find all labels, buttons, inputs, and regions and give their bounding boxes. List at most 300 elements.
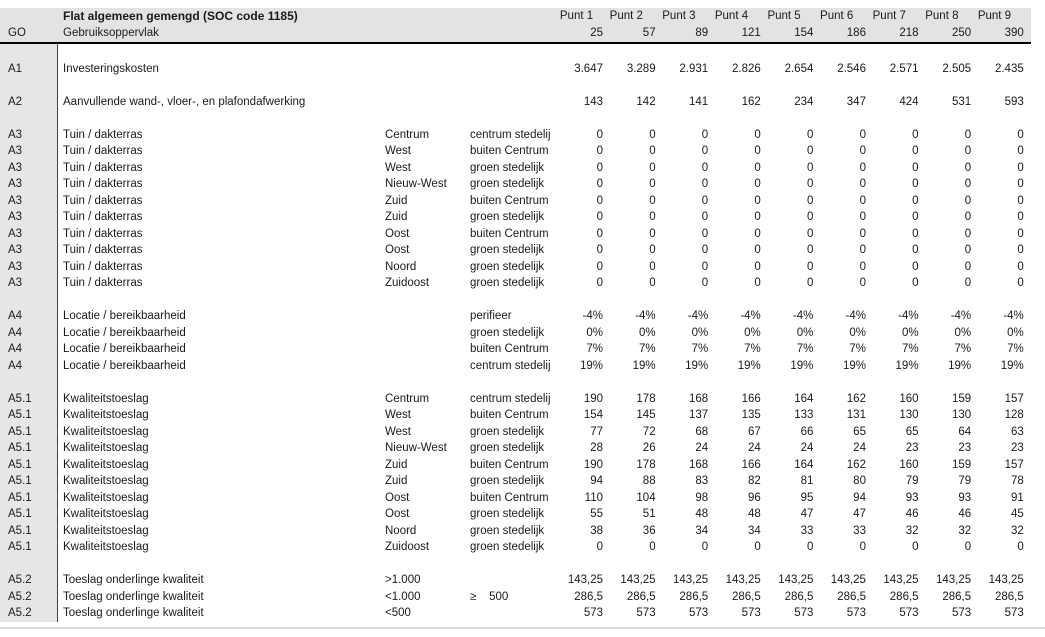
cell-district[interactable]: Zuid	[385, 194, 408, 207]
cell-value[interactable]: 573	[636, 607, 656, 619]
cell-area[interactable]: buiten Centrum	[470, 343, 549, 355]
cell-value[interactable]: 128	[1004, 409, 1024, 421]
cell-value[interactable]: 145	[636, 409, 656, 421]
cell-district[interactable]	[385, 94, 470, 111]
cell-description[interactable]: Kwaliteitstoeslag	[63, 491, 149, 504]
cell-value[interactable]: 0	[806, 277, 814, 289]
cell-description[interactable]: Kwaliteitstoeslag	[63, 508, 149, 520]
cell-value[interactable]: 0	[596, 541, 603, 553]
cell-value[interactable]: 0	[859, 227, 866, 240]
cell-value[interactable]: 0	[754, 194, 761, 207]
cell-value[interactable]: 0	[649, 244, 656, 256]
cell-value[interactable]: 0	[649, 541, 656, 553]
cell-value[interactable]: 7%	[586, 343, 603, 355]
cell-go-code[interactable]: A3	[0, 176, 58, 193]
cell-go-code[interactable]: A3	[0, 226, 58, 243]
cell-value[interactable]: 65	[853, 425, 866, 438]
cell-value[interactable]: 34	[695, 524, 709, 537]
cell-value[interactable]: 96	[747, 491, 761, 504]
cell-value[interactable]: 0	[701, 145, 709, 157]
cell-district[interactable]	[385, 308, 470, 325]
cell-value[interactable]: 0	[912, 277, 919, 289]
cell-value[interactable]: 3.647	[574, 62, 603, 75]
cell-value[interactable]: 0	[1017, 211, 1024, 223]
cell-value[interactable]: 0	[596, 178, 603, 190]
cell-go-code[interactable]: A5.1	[0, 407, 58, 424]
cell-value[interactable]: 573	[794, 607, 814, 619]
cell-area[interactable]: groen stedelijk	[470, 277, 545, 289]
cell-description[interactable]: Tuin / dakterras	[63, 244, 143, 256]
cell-value[interactable]: 0	[806, 194, 814, 207]
cell-value[interactable]: 0	[912, 145, 919, 157]
cell-value[interactable]: 0	[754, 128, 761, 141]
cell-value[interactable]: 159	[951, 458, 972, 471]
cell-value[interactable]: 0%	[744, 326, 761, 339]
cell-value[interactable]: 0	[1017, 194, 1024, 207]
cell-value[interactable]: 0	[649, 277, 656, 289]
cell-value[interactable]: 135	[741, 409, 761, 421]
cell-area[interactable]: groen stedelijk	[470, 475, 545, 487]
cell-value[interactable]: 286,5	[732, 590, 761, 603]
punt-header[interactable]: Punt 6	[820, 10, 854, 22]
cell-area[interactable]: ≥ 500	[470, 590, 509, 603]
cell-value[interactable]: 286,5	[889, 590, 919, 603]
cell-value[interactable]: 0%	[586, 326, 603, 339]
cell-district[interactable]: <500	[385, 607, 411, 619]
cell-value[interactable]: 593	[1004, 95, 1024, 108]
cell-value[interactable]: 160	[899, 458, 919, 471]
cell-value[interactable]: 81	[800, 475, 814, 487]
cell-value[interactable]: 0	[754, 227, 761, 240]
cell-value[interactable]: 2.654	[784, 62, 814, 75]
cell-value[interactable]: 0	[964, 211, 972, 223]
go-value[interactable]: 25	[590, 27, 603, 39]
cell-value[interactable]: 0	[964, 244, 972, 256]
cell-value[interactable]: 32	[958, 524, 972, 537]
cell-district[interactable]: Zuid	[385, 211, 408, 223]
cell-value[interactable]: 0	[754, 277, 761, 289]
cell-value[interactable]: 347	[846, 95, 866, 108]
cell-value[interactable]: 0	[806, 161, 814, 174]
cell-value[interactable]: 82	[747, 475, 761, 487]
cell-value[interactable]: 286,5	[837, 590, 866, 603]
cell-value[interactable]: 26	[642, 442, 656, 454]
cell-value[interactable]: 143,25	[883, 574, 919, 586]
cell-value[interactable]: 0	[806, 244, 814, 256]
cell-district[interactable]: Centrum	[385, 392, 430, 405]
cell-value[interactable]: 88	[642, 475, 656, 487]
cell-value[interactable]: 0	[754, 161, 761, 174]
cell-value[interactable]: 143,25	[830, 574, 866, 586]
cell-value[interactable]: 78	[1010, 475, 1024, 487]
cell-value[interactable]: 0	[754, 178, 761, 190]
cell-go-code[interactable]: A3	[0, 275, 58, 292]
cell-value[interactable]: 0%	[691, 326, 709, 339]
cell-value[interactable]: 286,5	[994, 590, 1024, 603]
cell-go-code[interactable]: A3	[0, 160, 58, 177]
cell-value[interactable]: -4%	[898, 310, 919, 322]
cell-value[interactable]: 0%	[901, 326, 919, 339]
cell-area[interactable]: groen stedelijk	[470, 425, 545, 438]
cell-value[interactable]: 0	[701, 277, 709, 289]
cell-value[interactable]: 24	[800, 442, 814, 454]
cell-description[interactable]: Tuin / dakterras	[63, 277, 143, 289]
cell-value[interactable]: 162	[846, 392, 866, 405]
cell-value[interactable]: 0	[1017, 161, 1024, 174]
cell-area[interactable]	[470, 572, 556, 589]
cell-value[interactable]: 0	[806, 211, 814, 223]
cell-value[interactable]: 0	[912, 244, 919, 256]
cell-district[interactable]: Oost	[385, 227, 410, 240]
cell-value[interactable]: 130	[899, 409, 919, 421]
cell-value[interactable]: 91	[1010, 491, 1024, 504]
cell-value[interactable]: 0	[912, 178, 919, 190]
cell-area[interactable]: groen stedelijk	[470, 161, 545, 174]
cell-value[interactable]: 80	[853, 475, 866, 487]
cell-area[interactable]	[470, 605, 556, 622]
cell-value[interactable]: 178	[636, 458, 656, 471]
cell-value[interactable]: 23	[958, 442, 972, 454]
cell-value[interactable]: 51	[642, 508, 656, 520]
cell-description[interactable]: Locatie / bereikbaarheid	[63, 310, 186, 322]
cell-value[interactable]: 0	[596, 211, 603, 223]
cell-district[interactable]: Oost	[385, 491, 410, 504]
cell-value[interactable]: 573	[741, 607, 761, 619]
go-value[interactable]: 186	[846, 27, 866, 39]
cell-go-code[interactable]: A5.2	[0, 572, 58, 589]
cell-district[interactable]: West	[385, 161, 411, 174]
cell-description[interactable]: Tuin / dakterras	[63, 161, 143, 174]
cell-value[interactable]: 0	[964, 128, 972, 141]
cell-area[interactable]: groen stedelijk	[470, 442, 545, 454]
cell-value[interactable]: 0	[806, 145, 814, 157]
cell-value[interactable]: 573	[1004, 607, 1024, 619]
cell-value[interactable]: 0	[859, 260, 866, 273]
cell-value[interactable]: 0	[596, 227, 603, 240]
cell-value[interactable]: 0	[701, 227, 709, 240]
cell-area[interactable]: centrum stedelij	[470, 392, 551, 405]
cell-value[interactable]: 286,5	[574, 590, 603, 603]
cell-district[interactable]: Zuid	[385, 475, 408, 487]
cell-description[interactable]: Tuin / dakterras	[63, 227, 143, 240]
cell-value[interactable]: 0	[1017, 277, 1024, 289]
cell-value[interactable]: 19%	[948, 359, 972, 372]
cell-value[interactable]: 0	[859, 211, 866, 223]
cell-value[interactable]: 7%	[954, 343, 972, 355]
cell-value[interactable]: 19%	[895, 359, 919, 372]
cell-area[interactable]: groen stedelijk	[470, 508, 545, 520]
cell-value[interactable]: 79	[905, 475, 919, 487]
cell-value[interactable]: -4%	[635, 310, 656, 322]
cell-value[interactable]: 162	[846, 458, 866, 471]
cell-value[interactable]: 0	[912, 227, 919, 240]
cell-value[interactable]: 190	[583, 458, 603, 471]
cell-value[interactable]: 24	[747, 442, 761, 454]
cell-value[interactable]: 0	[701, 260, 709, 273]
cell-value[interactable]: 0	[964, 227, 972, 240]
cell-value[interactable]: 0	[964, 277, 972, 289]
cell-value[interactable]: 0	[754, 145, 761, 157]
cell-value[interactable]: 573	[583, 607, 603, 619]
cell-description[interactable]: Toeslag onderlinge kwaliteit	[63, 590, 204, 603]
cell-value[interactable]: 34	[747, 524, 761, 537]
cell-area[interactable]: groen stedelijk	[470, 178, 545, 190]
cell-go-code[interactable]: A1	[0, 61, 58, 78]
cell-area[interactable]: buiten Centrum	[470, 491, 549, 504]
cell-go-code[interactable]: A3	[0, 242, 58, 259]
punt-header[interactable]: Punt 7	[872, 10, 906, 22]
cell-value[interactable]: 0	[701, 194, 709, 207]
cell-value[interactable]: 110	[584, 491, 603, 504]
cell-value[interactable]: 0	[701, 211, 709, 223]
cell-area[interactable]	[470, 94, 556, 111]
cell-value[interactable]: 178	[636, 392, 656, 405]
cell-value[interactable]: 2.435	[994, 62, 1024, 75]
cell-value[interactable]: 0	[964, 178, 972, 190]
go-value[interactable]: 57	[642, 27, 656, 39]
cell-value[interactable]: 32	[1010, 524, 1024, 537]
cell-value[interactable]: 19%	[842, 359, 866, 372]
cell-value[interactable]: 0	[649, 145, 656, 157]
cell-value[interactable]: 0	[596, 277, 603, 289]
cell-value[interactable]: 48	[747, 508, 761, 520]
cell-value[interactable]: 19%	[737, 359, 761, 372]
cell-value[interactable]: 0	[964, 161, 972, 174]
cell-go-code[interactable]: A5.1	[0, 457, 58, 474]
cell-value[interactable]: 46	[905, 508, 919, 520]
cell-description[interactable]: Tuin / dakterras	[63, 194, 143, 207]
cell-value[interactable]: 141	[689, 95, 709, 108]
cell-value[interactable]: 424	[899, 95, 919, 108]
cell-area[interactable]: buiten Centrum	[470, 194, 549, 207]
cell-description[interactable]: Kwaliteitstoeslag	[63, 392, 149, 405]
go-value[interactable]: 250	[951, 27, 972, 39]
cell-value[interactable]: 0	[964, 194, 972, 207]
cell-value[interactable]: 0%	[796, 326, 814, 339]
cell-value[interactable]: 23	[1010, 442, 1024, 454]
cell-value[interactable]: 131	[846, 409, 866, 421]
cell-value[interactable]: 0%	[1007, 326, 1024, 339]
cell-value[interactable]: 2.571	[889, 62, 919, 75]
cell-value[interactable]: 24	[695, 442, 709, 454]
cell-value[interactable]: 72	[642, 425, 656, 438]
cell-value[interactable]: 0	[596, 128, 603, 141]
cell-district[interactable]: <1.000	[385, 590, 421, 603]
cell-value[interactable]: 0	[964, 541, 972, 553]
cell-go-code[interactable]: A5.1	[0, 523, 58, 540]
cell-go-code[interactable]: A4	[0, 341, 58, 358]
cell-value[interactable]: 7%	[691, 343, 709, 355]
cell-value[interactable]: 164	[794, 392, 814, 405]
cell-value[interactable]: -4%	[582, 310, 603, 322]
cell-district[interactable]: West	[385, 409, 411, 421]
cell-value[interactable]: 0	[912, 194, 919, 207]
cell-district[interactable]: Nieuw-West	[385, 178, 447, 190]
cell-area[interactable]: groen stedelijk	[470, 541, 545, 553]
cell-value[interactable]: 2.826	[732, 62, 761, 75]
cell-value[interactable]: 0	[754, 260, 761, 273]
cell-value[interactable]: 0	[859, 194, 866, 207]
cell-value[interactable]: 143,25	[778, 574, 814, 586]
cell-value[interactable]: 0	[859, 128, 866, 141]
cell-description[interactable]: Tuin / dakterras	[63, 178, 143, 190]
cell-value[interactable]: 0	[649, 194, 656, 207]
punt-header[interactable]: Punt 3	[662, 10, 696, 22]
cell-value[interactable]: 190	[583, 392, 603, 405]
cell-value[interactable]: 143,25	[567, 574, 603, 586]
cell-value[interactable]: 0	[806, 227, 814, 240]
cell-value[interactable]: 573	[899, 607, 919, 619]
cell-value[interactable]: 63	[1010, 425, 1024, 438]
cell-value[interactable]: 2.931	[679, 62, 709, 75]
cell-value[interactable]: 104	[636, 491, 656, 504]
cell-district[interactable]: Zuid	[385, 458, 408, 471]
cell-value[interactable]: 166	[741, 392, 761, 405]
cell-value[interactable]: 130	[951, 409, 972, 421]
cell-value[interactable]: 0	[806, 260, 814, 273]
go-value[interactable]: 390	[1004, 27, 1024, 39]
cell-value[interactable]: 0	[596, 260, 603, 273]
cell-value[interactable]: 0	[1017, 244, 1024, 256]
cell-value[interactable]: 24	[853, 442, 866, 454]
cell-go-code[interactable]: A5.1	[0, 473, 58, 490]
cell-value[interactable]: 28	[590, 442, 603, 454]
cell-district[interactable]: Noord	[385, 524, 417, 537]
cell-value[interactable]: 0	[912, 128, 919, 141]
cell-value[interactable]: 0	[649, 260, 656, 273]
cell-value[interactable]: 143,25	[725, 574, 761, 586]
cell-value[interactable]: 0%	[849, 326, 866, 339]
cell-value[interactable]: 7%	[744, 343, 761, 355]
cell-value[interactable]: 137	[689, 409, 709, 421]
cell-area[interactable]: groen stedelijk	[470, 260, 545, 273]
cell-go-code[interactable]: A2	[0, 94, 58, 111]
cell-description[interactable]: Locatie / bereikbaarheid	[63, 359, 186, 372]
cell-area[interactable]: centrum stedelij	[470, 128, 551, 141]
cell-value[interactable]: 157	[1004, 458, 1024, 471]
cell-value[interactable]: -4%	[792, 310, 814, 322]
cell-description[interactable]: Locatie / bereikbaarheid	[63, 326, 186, 339]
cell-value[interactable]: 55	[590, 508, 603, 520]
cell-value[interactable]: 46	[958, 508, 972, 520]
cell-description[interactable]: Locatie / bereikbaarheid	[63, 343, 186, 355]
cell-value[interactable]: 19%	[1000, 359, 1024, 372]
cell-value[interactable]: 0	[859, 161, 866, 174]
cell-value[interactable]: 142	[636, 95, 656, 108]
cell-value[interactable]: -4%	[950, 310, 972, 322]
cell-value[interactable]: 143,25	[620, 574, 656, 586]
cell-value[interactable]: 0	[596, 244, 603, 256]
cell-go-code[interactable]: A3	[0, 193, 58, 210]
cell-value[interactable]: 0	[1017, 178, 1024, 190]
cell-district[interactable]: West	[385, 145, 411, 157]
go-value[interactable]: 218	[899, 27, 919, 39]
cell-value[interactable]: 19%	[579, 359, 603, 372]
cell-value[interactable]: 2.505	[942, 62, 972, 75]
punt-header[interactable]: Punt 2	[609, 10, 643, 22]
cell-go-code[interactable]: A3	[0, 127, 58, 144]
cell-value[interactable]: 143	[583, 95, 603, 108]
cell-value[interactable]: 45	[1010, 508, 1024, 520]
cell-go-code[interactable]: A3	[0, 259, 58, 276]
cell-value[interactable]: 93	[958, 491, 972, 504]
cell-area[interactable]: buiten Centrum	[470, 227, 549, 240]
cell-go-code[interactable]: A3	[0, 143, 58, 160]
cell-value[interactable]: 0	[649, 128, 656, 141]
cell-value[interactable]: 286,5	[679, 590, 709, 603]
cell-value[interactable]: 68	[695, 425, 709, 438]
cell-value[interactable]: 3.289	[626, 62, 656, 75]
cell-value[interactable]: 77	[590, 425, 603, 438]
cell-district[interactable]: Zuidoost	[385, 541, 430, 553]
cell-value[interactable]: -4%	[845, 310, 866, 322]
cell-value[interactable]: 0	[649, 178, 656, 190]
cell-value[interactable]: 36	[642, 524, 656, 537]
cell-value[interactable]: 573	[689, 607, 709, 619]
cell-go-code[interactable]: A4	[0, 358, 58, 375]
cell-value[interactable]: 33	[853, 524, 866, 537]
cell-value[interactable]: 0	[596, 194, 603, 207]
cell-value[interactable]: 157	[1004, 392, 1024, 405]
cell-description[interactable]: Kwaliteitstoeslag	[63, 409, 149, 421]
cell-value[interactable]: 64	[958, 425, 972, 438]
cell-value[interactable]: 0	[1017, 128, 1024, 141]
cell-value[interactable]: 0	[701, 161, 709, 174]
cell-go-code[interactable]: A5.2	[0, 605, 58, 622]
cell-go-code[interactable]: A4	[0, 308, 58, 325]
cell-area[interactable]: groen stedelijk	[470, 211, 545, 223]
cell-area[interactable]: groen stedelijk	[470, 326, 545, 339]
cell-value[interactable]: 79	[958, 475, 972, 487]
cell-value[interactable]: 23	[905, 442, 919, 454]
cell-value[interactable]: 143,25	[673, 574, 709, 586]
cell-district[interactable]: Zuidoost	[385, 277, 430, 289]
cell-value[interactable]: 0	[859, 178, 866, 190]
cell-go-code[interactable]: A5.1	[0, 506, 58, 523]
cell-area[interactable]: perifieer	[470, 310, 512, 322]
cell-area[interactable]: groen stedelijk	[470, 524, 545, 537]
cell-district[interactable]: Oost	[385, 508, 410, 520]
cell-area[interactable]: buiten Centrum	[470, 458, 549, 471]
cell-district[interactable]	[385, 325, 470, 342]
cell-district[interactable]	[385, 358, 470, 375]
cell-value[interactable]: 0	[701, 244, 709, 256]
cell-value[interactable]: 0	[806, 178, 814, 190]
cell-value[interactable]: 0	[859, 277, 866, 289]
cell-value[interactable]: 0	[859, 541, 866, 553]
cell-value[interactable]: 95	[800, 491, 814, 504]
cell-value[interactable]: 0	[912, 260, 919, 273]
cell-value[interactable]: 0	[649, 161, 656, 174]
cell-area[interactable]: groen stedelijk	[470, 244, 545, 256]
cell-value[interactable]: 0%	[638, 326, 656, 339]
cell-value[interactable]: -4%	[1003, 310, 1024, 322]
cell-value[interactable]: 67	[747, 425, 761, 438]
cell-description[interactable]: Toeslag onderlinge kwaliteit	[63, 574, 204, 586]
cell-value[interactable]: 133	[794, 409, 814, 421]
cell-go-code[interactable]: A5.1	[0, 391, 58, 408]
go-value[interactable]: 121	[741, 27, 761, 39]
cell-go-code[interactable]: A5.1	[0, 539, 58, 556]
cell-value[interactable]: 159	[951, 392, 972, 405]
cell-value[interactable]: 0	[859, 244, 866, 256]
cell-value[interactable]: 531	[951, 95, 972, 108]
punt-header[interactable]: Punt 5	[767, 10, 801, 22]
cell-value[interactable]: 98	[695, 491, 709, 504]
cell-value[interactable]: 47	[853, 508, 866, 520]
cell-district[interactable]: >1.000	[385, 574, 421, 586]
cell-value[interactable]: 0	[754, 211, 761, 223]
